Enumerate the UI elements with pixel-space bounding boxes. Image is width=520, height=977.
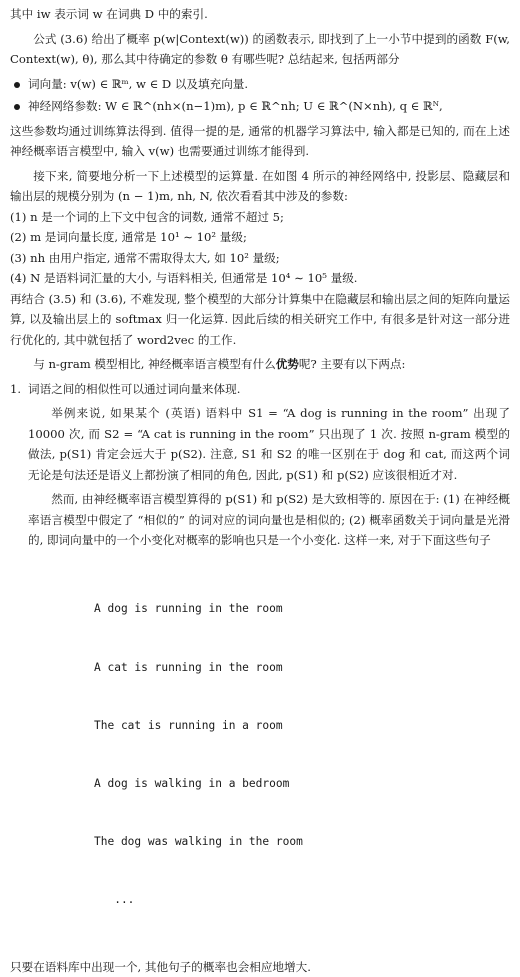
advantages-bold-word: 优势 [275,357,299,371]
bullet-dot-icon [14,82,20,88]
paragraph-complexity: 接下来, 简要地分析一下上述模型的运算量. 在如图 4 所示的神经网络中, 投影层、隐藏层和输出层的规模分别为 (n − 1)m, nh, N, 依次看看其中涉及的参数: [10,168,510,203]
intro-line: 其中 iw 表示词 w 在词典 D 中的索引. [10,7,208,21]
enum-item: (1) n 是一个词的上下文中包含的词数, 通常不超过 5; [10,209,284,224]
param-bullet-list [10,74,510,117]
paragraph-training: 这些参数均通过训练算法得到. 值得一提的是, 通常的机器学习算法中, 输入都是已知的, 而在上述神经概率语言模型中, 输入 v(w) 也需要通过训练才能得到. [10,123,510,158]
complexity-enum-list [10,207,510,289]
bullet-item-network-params [10,96,510,117]
item-1-body [10,403,510,949]
paragraph-computation: 再结合 (3.5) 和 (3.6), 不难发现, 整个模型的大部分计算集中在隐藏层和输出层之间的矩阵向量运算, 以及输出层上的 softmax 归一化运算. 因此后续的相关研究工作中, 有很多是针对这一部分进行优化的, 其中就包括了 word2vec 的工作. [10,291,510,347]
paragraph-example: 举例来说, 如果某个 (英语) 语料中 S1 = “A dog is running in the room” 出现了 10000 次, 而 S2 = “A cat is running in the room” 只出现了 1 次. 按照 n-gram 模型的做法, p(S1) 肯定会远大于 p(S2). 注意, S1 和 S2 的唯一区别在于 dog 和 cat, 而这两个词无论是句法还是语义上都扮演了相同的角色, 因此, p(S1) 和 p(S2) 应该很相近才对. [28,406,510,482]
code-line: A dog is running in the room [94,602,283,616]
paragraph-params: 公式 (3.6) 给出了概率 p(w|Context(w)) 的函数表示, 即找到了上一小节中提到的函数 F(w, Context(w), θ), 那么其中待确定的参数 θ 有哪些呢? 总结起来, 包括两部分 [10,31,510,66]
item-number: 1. [10,381,22,396]
enum-item: (4) N 是语料词汇量的大小, 与语料相关, 但通常是 10⁴ ∼ 10⁵ 量级. [10,271,358,285]
numbered-item-1 [10,379,510,400]
enum-item: (3) nh 由用户指定, 通常不需取得太大, 如 10² 量级; [10,250,280,265]
bullet-item-word-vector [10,74,510,95]
item-title: 词语之间的相似性可以通过词向量来体现. [28,381,241,396]
paragraph-conclusion: 只要在语料库中出现一个, 其他句子的概率也会相应地增大. [10,959,311,974]
enum-item: (2) m 是词向量长度, 通常是 10¹ ∼ 10² 量级; [10,230,247,244]
advantages-text-post: 呢? 主要有以下两点: [298,357,406,371]
bullet-dot-icon [14,104,20,110]
bullet-text: 神经网络参数: W ∈ ℝ^(nh×(n−1)m), p ∈ ℝ^nh; U ∈ ℝ^(N×nh), q ∈ ℝᴺ, [28,99,443,113]
bullet-text: 词向量: v(w) ∈ ℝᵐ, w ∈ D 以及填充向量. [28,76,249,91]
code-line: The cat is running in a room [94,718,283,732]
code-line: ... [94,893,135,907]
code-line: A dog is walking in a bedroom [94,776,290,790]
advantages-text-pre: 与 n-gram 模型相比, 神经概率语言模型有什么 [33,357,276,371]
paragraph-advantages [10,354,510,375]
code-line: A cat is running in the room [94,660,283,674]
example-sentences-block [94,561,510,949]
paragraph-explanation: 然而, 由神经概率语言模型算得的 p(S1) 和 p(S2) 是大致相等的. 原因在于: (1) 在神经概率语言模型中假定了 “相似的” 的词对应的词向量也是相似的; (2) 概率函数关于词向量是光滑的, 即词向量中的一个小变化对概率的影响也只是一个小变化. 这样一来, 对于下面这些句子 [28,492,510,547]
code-line: The dog was walking in the room [94,835,303,849]
